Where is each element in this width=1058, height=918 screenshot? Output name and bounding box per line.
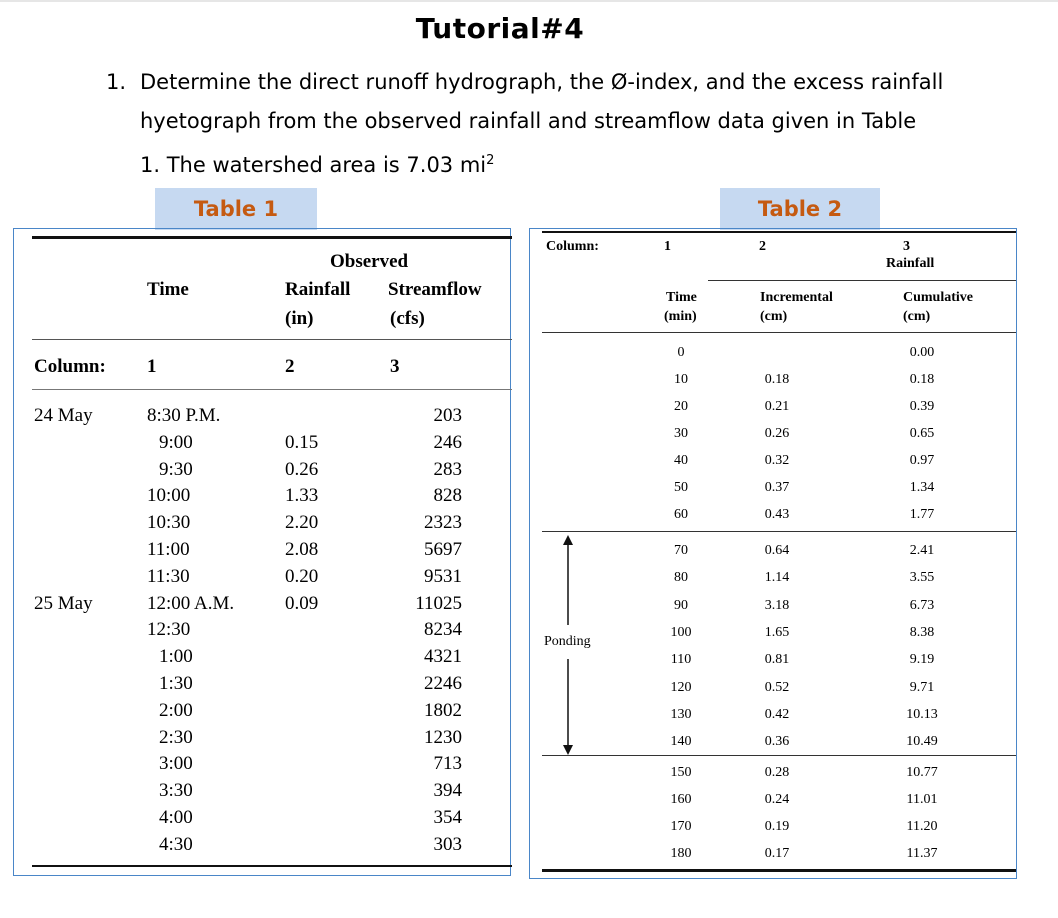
t1-time: 11:30 [147,565,190,587]
t1-rainfall: 0.09 [285,592,319,614]
t1-streamflow: 828 [433,485,462,507]
t1-rainfall: 0.15 [285,431,319,453]
t1-time: 3:30 [159,780,193,802]
t2-time: 0 [677,345,685,360]
t1-streamflow: 2246 [424,673,462,694]
t2-header-incremental-unit: (cm) [760,309,788,324]
t2-column-3: 3 [903,239,910,254]
t1-streamflow: 8234 [424,619,462,641]
t1-streamflow: 246 [433,431,462,453]
t2-cumulative: 9.19 [909,652,935,668]
table-2-bottom-rule [542,869,1016,872]
question-number: 1. [106,70,127,94]
table-1-label: Table 1 [155,188,317,230]
t1-streamflow: 1230 [424,726,462,748]
t2-time: 20 [674,399,688,414]
table-2-label: Table 2 [720,188,880,230]
t1-date: 25 May [34,592,93,614]
t2-time: 10 [674,372,688,387]
t2-incremental: 0.36 [764,734,790,750]
ponding-label: Ponding [544,634,591,649]
page-title: Tutorial#4 [415,12,585,45]
t1-time: 4:00 [159,807,193,828]
question-line-2: hyetograph from the observed rainfall and streamflow data given in Table [140,109,917,133]
table-2-group1-rule [542,531,1016,532]
t1-streamflow: 303 [433,833,462,855]
t2-cumulative: 11.37 [906,846,938,861]
t2-cumulative: 11.20 [906,819,938,834]
t2-column-label: Column: [546,239,599,254]
t2-incremental: 0.17 [764,846,790,861]
t1-rainfall: 0.26 [285,458,319,480]
t2-incremental: 0.52 [764,679,790,695]
t1-time: 8:30 P.M. [147,405,221,426]
t1-time: 2:00 [159,699,193,721]
t2-incremental: 0.32 [764,453,790,468]
header-rainfall-unit: (in) [285,308,314,329]
table-1-column-rule [32,389,512,390]
t2-incremental: 0.81 [764,652,790,668]
t2-cumulative: 0.97 [909,453,935,468]
question-line-3-text: 1. The watershed area is 7.03 mi [140,153,487,177]
t1-time: 4:30 [159,833,193,855]
t2-incremental: 0.24 [764,792,790,807]
t1-rainfall: 2.20 [285,512,319,534]
t1-rainfall: 2.08 [285,539,319,560]
t2-incremental: 0.19 [764,819,790,834]
t2-cumulative: 11.01 [906,792,938,807]
table-1-top-rule [32,236,512,239]
column-3: 3 [390,356,400,377]
t2-time: 50 [674,480,688,495]
header-rainfall: Rainfall [285,279,351,300]
t1-time: 9:00 [159,431,193,453]
table-2 [529,228,1017,879]
t2-time: 70 [674,543,688,558]
t2-incremental: 0.64 [764,543,790,558]
column-1: 1 [147,356,157,377]
header-streamflow-unit: (cfs) [390,308,425,329]
t1-time: 11:00 [147,539,190,560]
header-streamflow: Streamflow [388,279,482,300]
t2-column-1: 1 [664,239,671,254]
t2-header-time: Time [666,290,697,305]
t2-incremental: 0.26 [764,426,790,441]
t2-time: 160 [670,792,692,807]
t2-cumulative: 1.77 [909,507,935,522]
superscript-2: 2 [486,153,495,168]
table-2-subheader-rule [542,332,1016,333]
t2-time: 180 [670,846,692,861]
header-time: Time [147,279,189,300]
t2-header-cumulative-unit: (cm) [903,309,931,324]
t2-time: 110 [670,652,692,668]
t1-time: 10:00 [147,485,191,507]
table-1-header-rule [32,339,512,340]
t2-cumulative: 0.65 [909,426,935,441]
t2-cumulative: 8.38 [909,624,935,640]
t2-cumulative: 0.00 [909,345,935,360]
t2-time: 30 [674,426,688,441]
t2-time: 40 [674,453,688,468]
question-line-1: Determine the direct runoff hydrograph, the Ø-index, and the excess rainfall [140,70,944,94]
t1-streamflow: 9531 [424,565,462,587]
t1-date: 24 May [34,405,93,426]
t1-time: 9:30 [159,458,193,480]
t1-time: 1:00 [159,646,193,668]
table-2-top-rule [542,231,1016,233]
t1-streamflow: 11025 [415,592,462,614]
t1-streamflow: 354 [433,807,462,828]
t2-time: 90 [674,597,688,613]
t2-time: 100 [670,624,692,640]
t1-time: 2:30 [159,726,193,748]
t2-header-time-unit: (min) [664,309,697,324]
table-2-header-rule [708,280,1016,281]
t2-cumulative: 2.41 [909,543,935,558]
t1-streamflow: 1802 [424,699,462,721]
t2-cumulative: 1.34 [909,480,935,495]
t1-rainfall: 0.20 [285,565,319,587]
t2-incremental: 3.18 [764,597,790,613]
t2-time: 60 [674,507,688,522]
t2-header-cumulative: Cumulative [903,290,973,305]
t2-cumulative: 3.55 [909,570,935,586]
t2-time: 170 [670,819,692,834]
t1-time: 10:30 [147,512,191,534]
table-1 [13,228,511,876]
t2-cumulative: 0.18 [909,372,935,387]
t2-header-incremental: Incremental [760,290,833,305]
t2-incremental: 0.18 [764,372,790,387]
t2-header-rainfall: Rainfall [886,256,935,271]
t2-cumulative: 0.39 [909,399,935,414]
t2-incremental: 0.21 [764,399,790,414]
table-1-bottom-rule [32,865,512,867]
t2-incremental: 0.43 [764,507,790,522]
t1-time: 12:30 [147,619,191,641]
t2-column-2: 2 [759,239,766,254]
t2-cumulative: 10.77 [906,765,938,780]
t1-streamflow: 4321 [424,646,462,668]
t1-streamflow: 394 [433,780,462,802]
t1-streamflow: 283 [433,458,462,480]
t1-time: 12:00 A.M. [147,592,235,614]
column-2: 2 [285,356,295,377]
t1-time: 1:30 [159,673,193,694]
t2-incremental: 0.28 [764,765,790,780]
t2-incremental: 0.42 [764,706,790,722]
t1-streamflow: 203 [433,405,462,426]
t2-incremental: 1.65 [764,624,790,640]
t2-cumulative: 6.73 [909,597,935,613]
t2-time: 80 [674,570,688,586]
column-label: Column: [34,356,106,377]
t1-streamflow: 2323 [424,512,462,534]
t2-time: 140 [670,734,692,750]
t2-cumulative: 9.71 [909,679,935,695]
t2-incremental: 1.14 [764,570,790,586]
t2-cumulative: 10.13 [906,706,938,722]
question-line-3 [140,141,494,185]
t1-time: 3:00 [159,753,193,775]
t2-time: 150 [670,765,692,780]
header-observed: Observed [330,251,409,272]
t2-time: 130 [670,706,692,722]
table-2-group2-rule [542,755,1016,756]
t2-cumulative: 10.49 [906,734,938,750]
top-divider [0,0,1058,2]
t2-incremental: 0.37 [764,480,790,495]
t2-time: 120 [670,679,692,695]
t1-streamflow: 5697 [424,539,462,560]
t1-streamflow: 713 [433,753,462,775]
t1-rainfall: 1.33 [285,485,319,507]
